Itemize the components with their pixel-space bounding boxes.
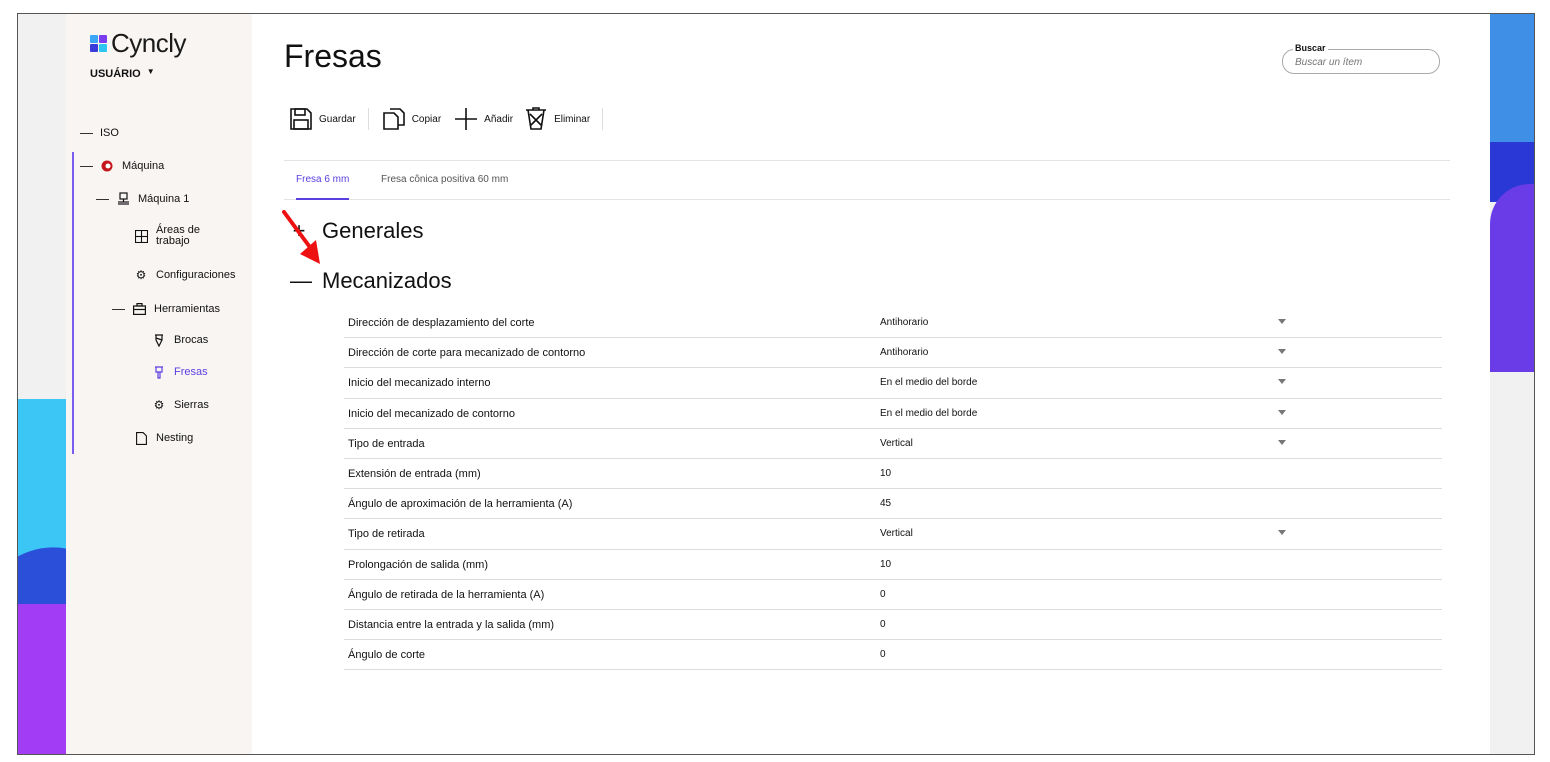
- property-input[interactable]: 10: [880, 467, 892, 479]
- delete-label: Eliminar: [554, 113, 591, 125]
- section-title: Mecanizados: [322, 268, 452, 293]
- right-decoration: [1490, 14, 1535, 754]
- table-row[interactable]: [344, 489, 1442, 519]
- sidebar-item-label: Fresas: [174, 366, 208, 378]
- red-arrow-annotation-icon: [282, 210, 330, 270]
- file-icon: [134, 431, 148, 445]
- chevron-down-icon[interactable]: [1278, 379, 1286, 384]
- tab-fresa-conica[interactable]: Fresa cônica positiva 60 mm: [381, 174, 509, 185]
- sidebar-item-label: Nesting: [156, 432, 194, 444]
- page-title: Fresas: [284, 38, 382, 74]
- search-label: Buscar: [1295, 43, 1326, 53]
- sidebar-item-maquina[interactable]: [80, 158, 164, 173]
- property-label: Inicio del mecanizado interno: [348, 377, 491, 390]
- sidebar-item-fresas[interactable]: [152, 365, 208, 379]
- main-content: [252, 14, 1490, 754]
- tree-active-line: [72, 152, 74, 454]
- property-label: Ángulo de retirada de la herramienta (A): [348, 588, 545, 601]
- property-select[interactable]: En el medio del borde: [880, 377, 978, 389]
- sidebar-item-label: Máquina 1: [138, 192, 190, 205]
- grid-icon: [134, 229, 148, 243]
- property-label: Dirección de desplazamiento del corte: [348, 317, 535, 329]
- table-row[interactable]: [344, 399, 1442, 429]
- user-menu[interactable]: [90, 68, 155, 80]
- sidebar-item-label: Áreas de trabajo: [156, 224, 201, 247]
- tab-bar: [284, 160, 1450, 200]
- machine-tool-icon: [116, 192, 130, 206]
- left-decoration: [18, 14, 66, 754]
- toolbar: [288, 106, 615, 132]
- tab-fresa-6mm[interactable]: Fresa 6 mm: [296, 161, 349, 200]
- cutter-icon: [152, 365, 166, 379]
- caret-down-icon: ▼: [146, 66, 155, 76]
- table-row[interactable]: [344, 338, 1442, 368]
- property-label: Tipo de retirada: [348, 528, 425, 541]
- gear-icon: ⚙: [153, 398, 165, 412]
- brand-logo[interactable]: [90, 28, 186, 59]
- collapse-icon[interactable]: —: [290, 268, 312, 293]
- collapse-icon[interactable]: —: [112, 301, 125, 316]
- save-button[interactable]: [288, 106, 356, 132]
- table-row[interactable]: [344, 550, 1442, 580]
- copy-button[interactable]: [381, 106, 441, 132]
- sidebar: [66, 14, 252, 754]
- expand-icon[interactable]: +: [292, 218, 306, 243]
- toolbar-divider: [602, 108, 603, 130]
- app-window: [17, 13, 1535, 755]
- chevron-down-icon[interactable]: [1278, 410, 1286, 415]
- sidebar-item-brocas[interactable]: [152, 333, 208, 347]
- chevron-down-icon[interactable]: [1278, 440, 1286, 445]
- property-label: Inicio del mecanizado de contorno: [348, 407, 515, 420]
- property-input[interactable]: 0: [880, 618, 886, 630]
- drill-icon: [152, 333, 166, 347]
- add-label: Añadir: [484, 113, 514, 125]
- sidebar-item-areas[interactable]: [134, 225, 212, 247]
- collapse-icon[interactable]: —: [80, 125, 93, 140]
- sidebar-item-configuraciones[interactable]: [134, 268, 236, 282]
- collapse-icon[interactable]: —: [80, 158, 93, 173]
- toolbox-icon: [132, 302, 146, 316]
- save-label: Guardar: [319, 113, 356, 125]
- machining-properties-table: [344, 308, 1442, 670]
- property-label: Ángulo de aproximación de la herramienta (A): [348, 498, 573, 511]
- search-input[interactable]: [1295, 57, 1425, 68]
- copy-label: Copiar: [411, 113, 442, 125]
- add-button[interactable]: [453, 106, 513, 132]
- cyncly-logo-icon: [90, 35, 107, 52]
- gear-icon: ⚙: [135, 268, 147, 282]
- property-input[interactable]: 0: [880, 649, 886, 661]
- property-label: Tipo de entrada: [348, 437, 425, 450]
- user-name: USUÁRIO: [90, 68, 141, 80]
- property-label: Dirección de corte para mecanizado de contorno: [348, 347, 586, 360]
- property-label: Prolongación de salida (mm): [348, 558, 489, 571]
- sidebar-item-label: Máquina: [122, 159, 165, 172]
- property-label: Distancia entre la entrada y la salida (mm): [348, 618, 555, 631]
- table-row[interactable]: [344, 459, 1442, 489]
- collapse-icon[interactable]: —: [96, 191, 109, 206]
- floppy-disk-icon: [288, 106, 314, 132]
- chevron-down-icon[interactable]: [1278, 530, 1286, 535]
- table-row[interactable]: [344, 610, 1442, 640]
- property-select[interactable]: Antihorario: [880, 347, 929, 359]
- chevron-down-icon[interactable]: [1278, 319, 1286, 324]
- section-title: Generales: [322, 218, 424, 243]
- delete-button[interactable]: [523, 106, 590, 132]
- machine-icon: [100, 159, 114, 173]
- table-row[interactable]: [344, 640, 1442, 670]
- section-mecanizados[interactable]: [290, 268, 452, 294]
- property-select[interactable]: Vertical: [880, 437, 913, 449]
- property-input[interactable]: 10: [880, 558, 892, 570]
- table-row[interactable]: [344, 429, 1442, 459]
- property-label: Ángulo de corte: [348, 649, 426, 662]
- search-box[interactable]: [1282, 43, 1440, 74]
- toolbar-divider: [368, 108, 369, 130]
- sidebar-item-label: Brocas: [174, 334, 209, 346]
- plus-icon: [453, 106, 479, 132]
- sidebar-item-label: Herramientas: [154, 302, 221, 315]
- trash-icon: [523, 106, 549, 132]
- sidebar-item-label: Configuraciones: [156, 269, 236, 281]
- table-row[interactable]: [344, 519, 1442, 549]
- property-select[interactable]: Vertical: [880, 528, 913, 540]
- sidebar-item-label: Sierras: [174, 399, 209, 411]
- table-row[interactable]: [344, 308, 1442, 338]
- sidebar-item-sierras[interactable]: [152, 398, 209, 412]
- table-row[interactable]: [344, 580, 1442, 610]
- property-input[interactable]: 0: [880, 588, 886, 600]
- property-select[interactable]: Antihorario: [880, 317, 929, 328]
- property-label: Extensión de entrada (mm): [348, 467, 481, 480]
- property-select[interactable]: En el medio del borde: [880, 407, 978, 419]
- property-input[interactable]: 45: [880, 498, 892, 510]
- copy-icon: [381, 106, 407, 132]
- table-row[interactable]: [344, 368, 1442, 398]
- sidebar-item-nesting[interactable]: [134, 431, 193, 445]
- sidebar-item-iso[interactable]: [80, 125, 119, 140]
- sidebar-item-herramientas[interactable]: [112, 301, 220, 316]
- sidebar-item-maquina-1[interactable]: [96, 191, 189, 206]
- sidebar-item-label: ISO: [100, 126, 119, 139]
- brand-name: Cyncly: [111, 28, 187, 58]
- chevron-down-icon[interactable]: [1278, 349, 1286, 354]
